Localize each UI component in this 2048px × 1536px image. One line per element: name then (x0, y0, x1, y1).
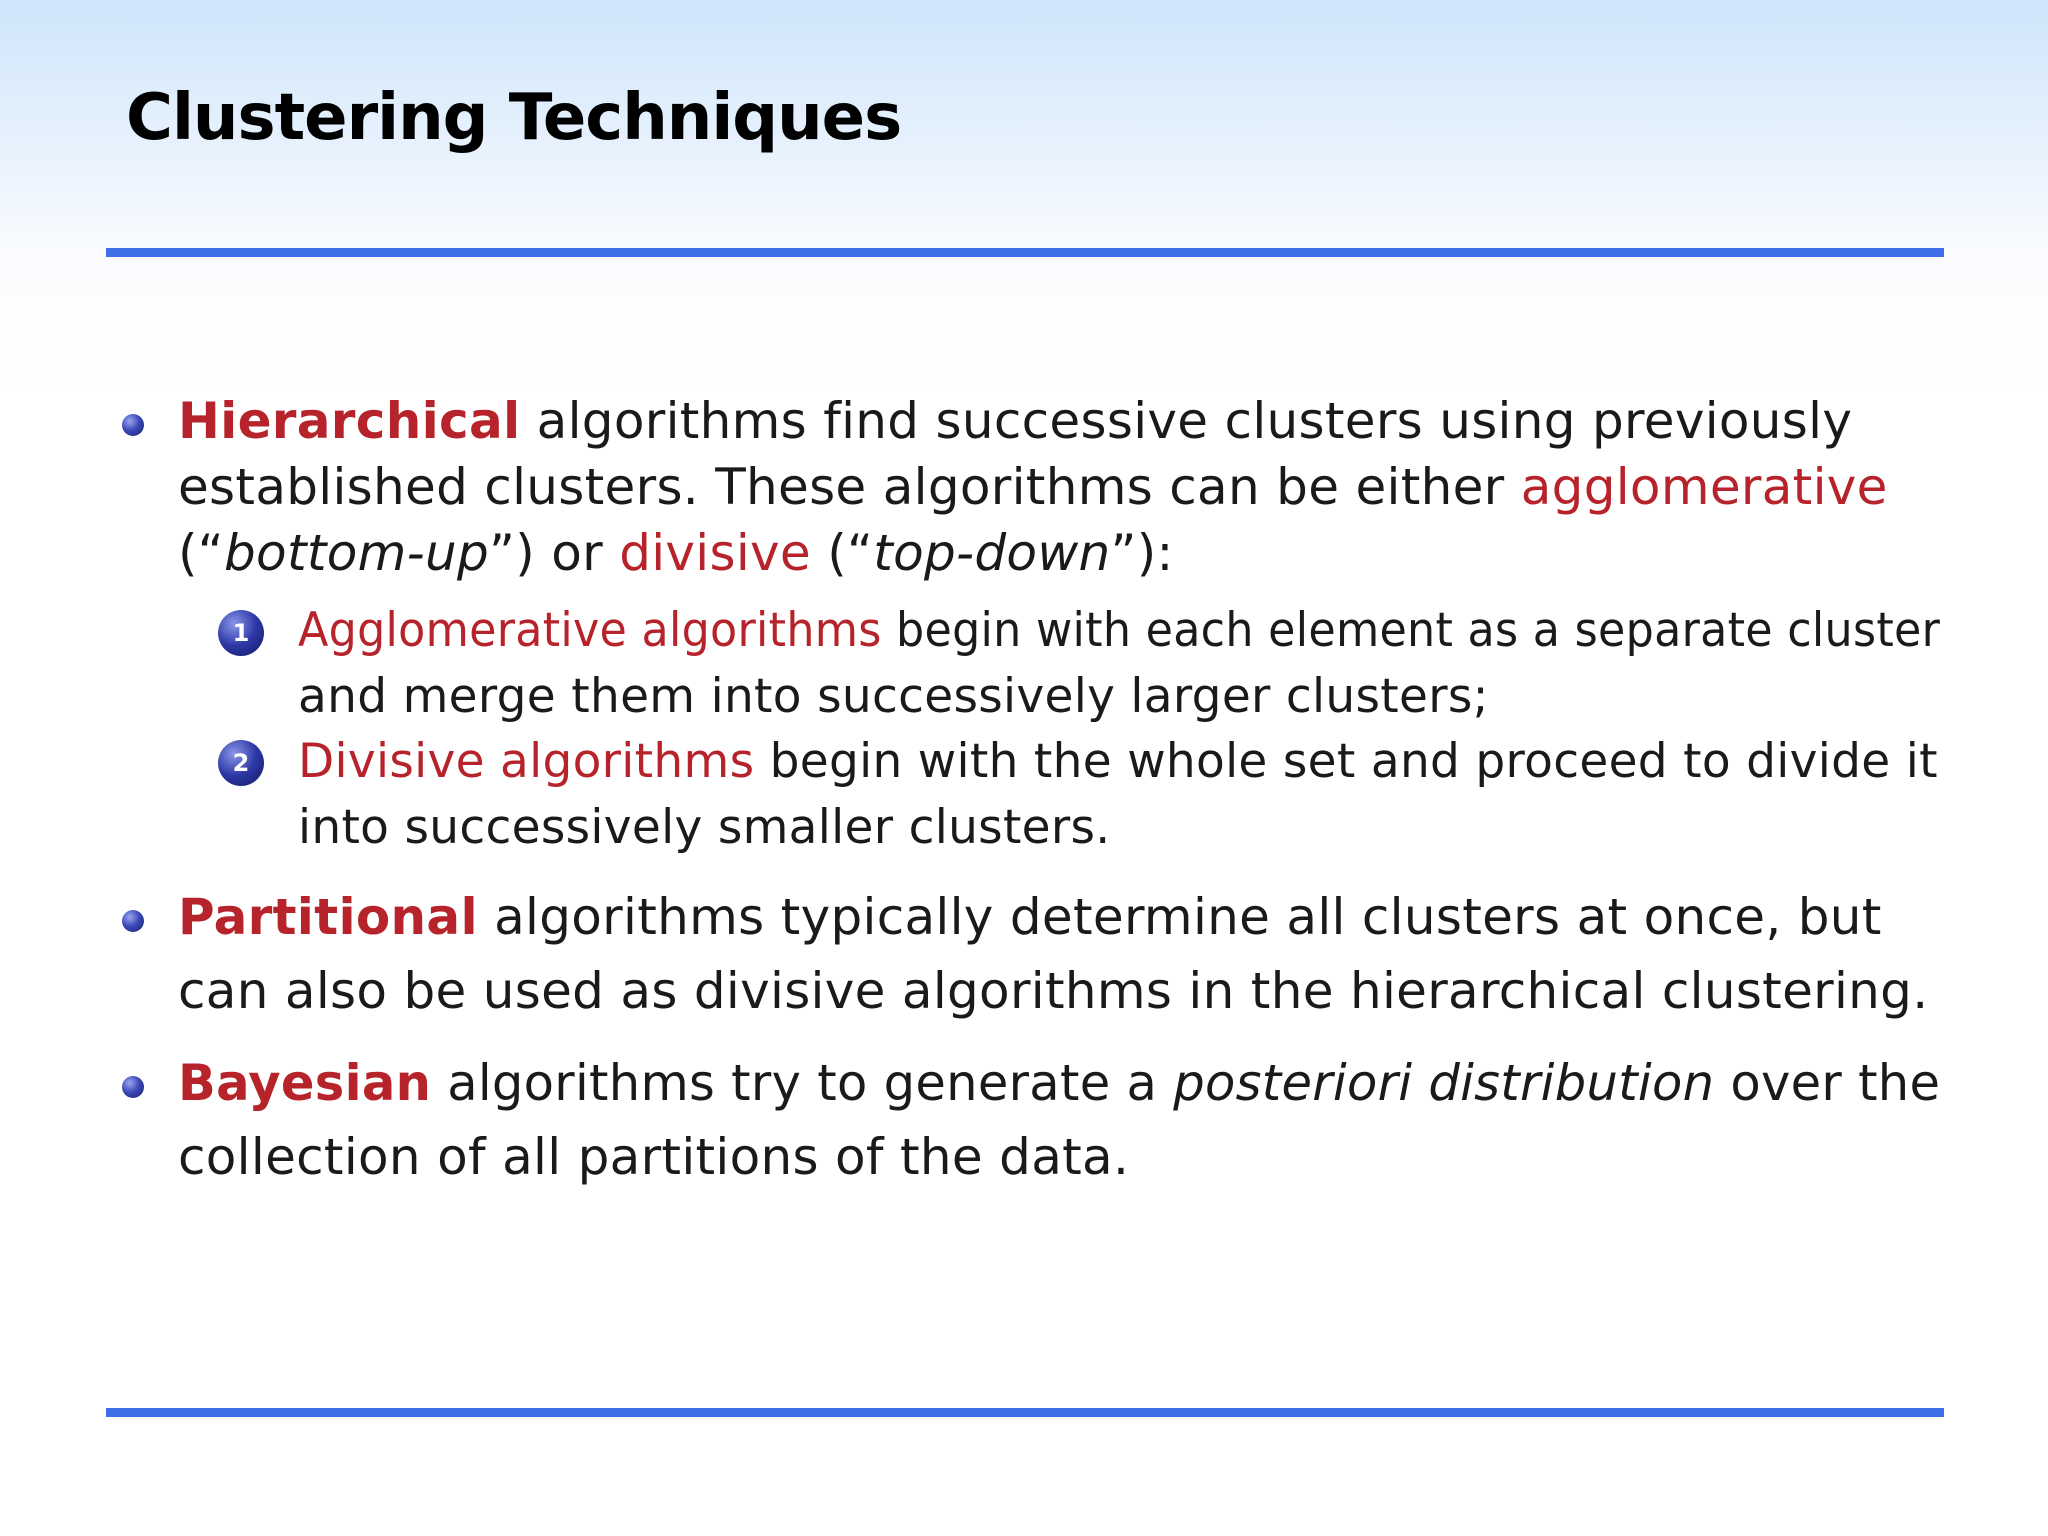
number-1-icon: 1 (218, 610, 264, 656)
sub-item-1-line-1: Agglomerative algorithms begin with each element as a separate cluster (298, 603, 1941, 658)
hierarchical-term: Hierarchical (178, 392, 521, 450)
hierarchical-line-1: Hierarchical algorithms find successive clusters using previously (178, 392, 1853, 450)
partitional-line-1: Partitional algorithms typically determine all clusters at once, but (178, 888, 1882, 946)
divisive-term: divisive (619, 524, 811, 582)
bullet-icon (122, 1076, 144, 1098)
hierarchical-line-2: established clusters. These algorithms can be either agglomerative (178, 458, 1888, 516)
agglomerative-term: agglomerative (1520, 458, 1888, 516)
divisive-algorithms-term: Divisive algorithms (298, 734, 755, 789)
footer-divider (106, 1408, 1944, 1417)
partitional-term: Partitional (178, 888, 478, 946)
sub-item-1-line-2: and merge them into successively larger clusters; (298, 669, 1489, 724)
agglomerative-algorithms-term: Agglomerative algorithms (298, 603, 882, 658)
sub-item-2-line-1: Divisive algorithms begin with the whole set and proceed to divide it (298, 734, 1938, 789)
hierarchical-line-3: (“bottom-up”) or divisive (“top-down”): (178, 524, 1174, 582)
sub-item-2-line-2: into successively smaller clusters. (298, 800, 1111, 855)
slide-title: Clustering Techniques (126, 81, 902, 155)
bayesian-line-1: Bayesian algorithms try to generate a posteriori distribution over the (178, 1054, 1941, 1112)
bullet-icon (122, 414, 144, 436)
partitional-line-2: can also be used as divisive algorithms in the hierarchical clustering. (178, 962, 1929, 1020)
bullet-icon (122, 910, 144, 932)
bayesian-term: Bayesian (178, 1054, 432, 1112)
number-2-icon: 2 (218, 740, 264, 786)
bayesian-line-2: collection of all partitions of the data. (178, 1128, 1130, 1186)
